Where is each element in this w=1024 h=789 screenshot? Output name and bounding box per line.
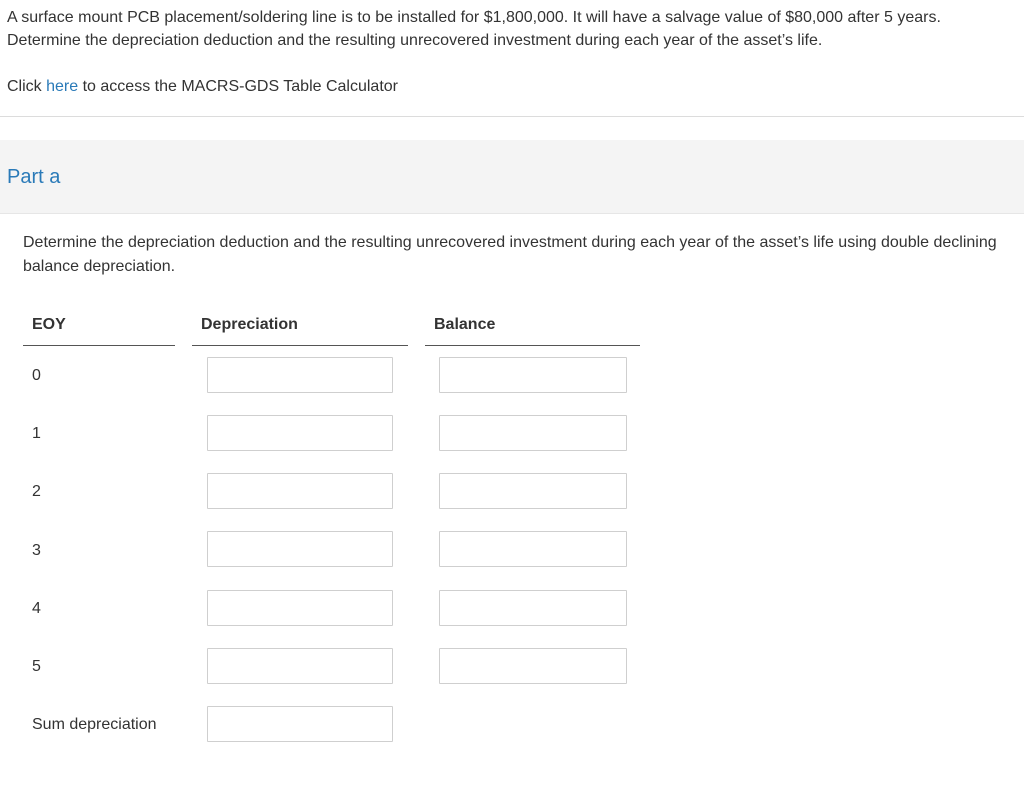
- sum-depreciation-input[interactable]: [207, 706, 393, 742]
- part-title[interactable]: Part a: [7, 166, 61, 188]
- problem-statement: A surface mount PCB placement/soldering line is to be installed for $1,800,000. It will have a salvage value of $80,000 after 5 years. Determine the depreciation deduction and the resulting unrecovered investment during each year of the asset’s life.: [7, 9, 941, 49]
- balance-input-5[interactable]: [439, 648, 627, 684]
- part-instruction: Determine the depreciation deduction and the resulting unrecovered investment during each year of the asset’s life using double declining balance depreciation.: [23, 234, 997, 275]
- calculator-prefix: Click: [7, 78, 42, 95]
- eoy-column-header: EOY: [23, 314, 175, 346]
- part-header: [0, 140, 1024, 214]
- calculator-link[interactable]: here: [46, 78, 79, 95]
- balance-input-0[interactable]: [439, 357, 627, 393]
- eoy-label-1: 1: [32, 425, 41, 442]
- eoy-label-5: 5: [32, 658, 41, 675]
- eoy-label-3: 3: [32, 542, 41, 559]
- depreciation-input-4[interactable]: [207, 590, 393, 626]
- section-divider: [0, 116, 1024, 117]
- balance-input-4[interactable]: [439, 590, 627, 626]
- depreciation-input-2[interactable]: [207, 473, 393, 509]
- sum-depreciation-label: Sum depreciation: [32, 716, 157, 733]
- balance-input-3[interactable]: [439, 531, 627, 567]
- eoy-label-0: 0: [32, 367, 41, 384]
- balance-column-header: Balance: [425, 314, 640, 346]
- eoy-label-4: 4: [32, 600, 41, 617]
- calculator-suffix: to access the MACRS-GDS Table Calculator: [82, 78, 398, 95]
- calculator-line: [7, 76, 398, 98]
- balance-input-1[interactable]: [439, 415, 627, 451]
- depreciation-input-0[interactable]: [207, 357, 393, 393]
- balance-input-2[interactable]: [439, 473, 627, 509]
- depreciation-input-3[interactable]: [207, 531, 393, 567]
- depreciation-input-1[interactable]: [207, 415, 393, 451]
- eoy-label-2: 2: [32, 483, 41, 500]
- depreciation-input-5[interactable]: [207, 648, 393, 684]
- depreciation-column-header: Depreciation: [192, 314, 408, 346]
